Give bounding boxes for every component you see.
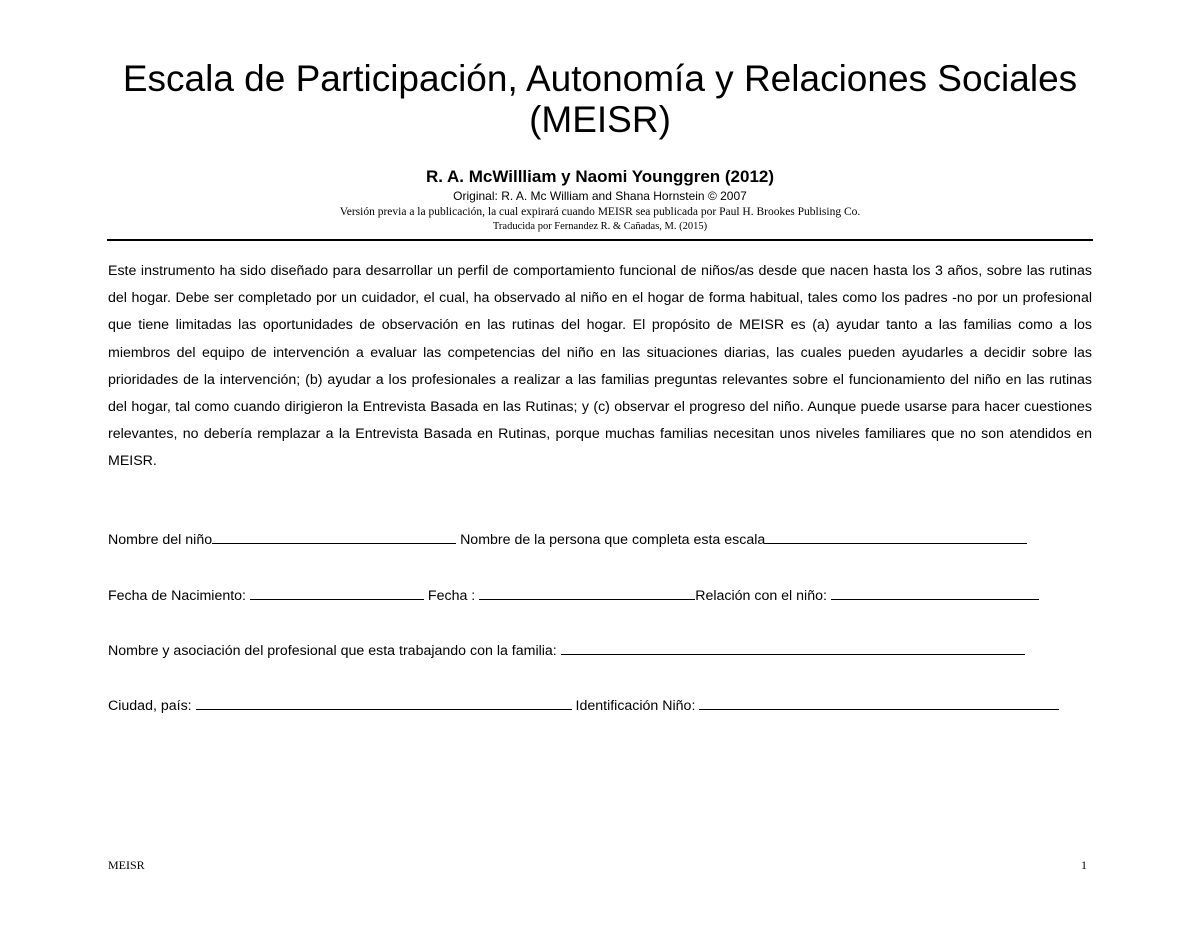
child-id-label: Identificación Niño:	[575, 698, 696, 714]
form-row-professional	[108, 640, 1108, 660]
completer-name-label: Nombre de la persona que completa esta escala	[460, 532, 766, 548]
child-name-label: Nombre del niño	[108, 532, 213, 548]
form-row-names	[108, 529, 1108, 549]
intro-paragraph: Este instrumento ha sido diseñado para desarrollar un perfil de comportamiento funcional de niños/as desde que nacen hasta los 3 años, sobre las rutinas del hogar. Debe ser completado por un cuidador, el cual, ha observado al niño en el hogar de forma habitual, tales como los padres -no por un profesional que tiene limitadas las oportunidades de observación en las rutinas del hogar. El propósito de MEISR es (a) ayudar tanto a las familias como a los miembros del equipo de intervención a evaluar las competencias del niño en las situaciones diarias, las cuales pueden ayudarles a decidir sobre las prioridades de la intervención; (b) ayudar a los profesionales a realizar a las familias preguntas relevantes sobre el funcionamiento del niño en las rutinas del hogar, tal como cuando dirigieron la Entrevista Basada en las Rutinas; y (c) observar el progreso del niño. Aunque puede usarse para hacer cuestiones relevantes, no debería remplazar a la Entrevista Basada en Rutinas, porque muchas familias necesitan unos niveles familiares que no son atendidos en MEISR.	[108, 263, 1092, 470]
date-label: Fecha :	[427, 588, 476, 604]
birth-date-field[interactable]	[250, 585, 424, 600]
header-divider	[107, 239, 1093, 241]
translation-credit: Traducida por Fernandez R. & Cañadas, M. (2015)	[492, 221, 708, 232]
child-id-field[interactable]	[699, 695, 1059, 710]
footer-label: MEISR	[108, 858, 145, 872]
city-country-field[interactable]	[196, 695, 572, 710]
original-credit: Original: R. A. Mc William and Shana Hornstein © 2007	[453, 189, 747, 203]
child-name-field[interactable]	[212, 529, 456, 544]
professional-field[interactable]	[561, 640, 1025, 655]
title-line-1: Escala de Participación, Autonomía y Relaciones Sociales	[122, 58, 1078, 99]
birth-date-label: Fecha de Nacimiento:	[108, 588, 247, 604]
date-field[interactable]	[479, 585, 695, 600]
relation-label: Relación con el niño:	[695, 588, 827, 604]
form-row-location	[108, 695, 1108, 715]
form-row-dates	[108, 585, 1108, 605]
page-number: 1	[1081, 858, 1087, 872]
professional-label: Nombre y asociación del profesional que esta trabajando con la familia:	[108, 643, 557, 659]
document-title	[60, 58, 1140, 140]
relation-field[interactable]	[831, 585, 1039, 600]
title-line-2: (MEISR)	[529, 99, 671, 140]
completer-name-field[interactable]	[765, 529, 1027, 544]
city-country-label: Ciudad, país:	[108, 698, 192, 714]
authors-line: R. A. McWillliam y Naomi Younggren (2012)	[425, 167, 775, 186]
preview-notice: Versión previa a la publicación, la cual expirará cuando MEISR sea publicada por Paul H. Brookes Publising Co.	[339, 206, 861, 218]
